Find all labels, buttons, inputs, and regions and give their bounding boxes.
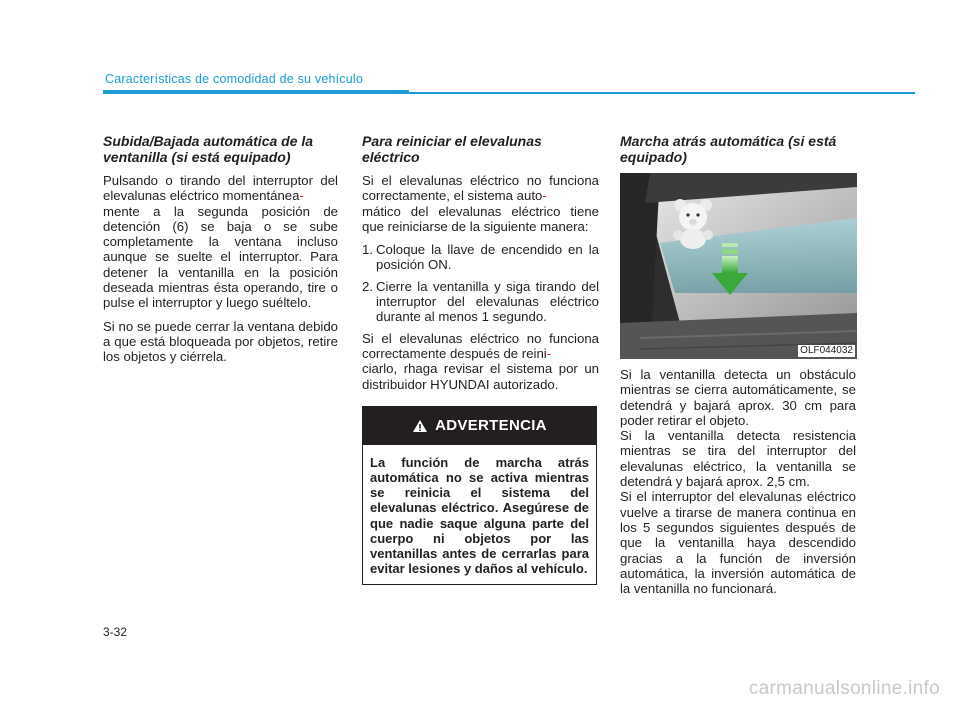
auto-reverse-heading: Marcha atrás automática (si está equipado)	[620, 133, 837, 165]
hyphen-mark: -	[542, 188, 547, 204]
auto-reverse-paragraph-3: Si el interruptor del elevalunas eléctrico vuelve a tirarse de manera continua en los 5 segundos siguientes después de que la ventanilla haya descendido gracias a la función de inversión automática, la inversión automática de la ventanilla no funcionará.	[620, 489, 856, 597]
auto-reverse-paragraph-1: Si la ventanilla detecta un obstáculo mientras se cierra automáticamente, se detendrá y bajará aprox. 30 cm para poder retirar el objeto.	[620, 367, 856, 428]
list-item	[362, 279, 599, 325]
step-number: 1.	[362, 242, 373, 258]
warning-header	[363, 407, 596, 445]
step-text: Cierre la ventanilla y siga tirando del interruptor del elevalunas eléctrico durante al menos 1 segundo.	[376, 278, 599, 325]
list-item	[362, 242, 599, 273]
text-part: mático del elevalunas eléctrico tiene que reiniciarse de la siguiente manera:	[362, 203, 599, 234]
header-rule-thin	[409, 92, 915, 94]
reset-outro	[362, 331, 599, 392]
warning-heading: ADVERTENCIA	[435, 417, 547, 435]
text-part: Pulsando o tirando del interruptor del elevalunas eléctrico momentánea	[103, 173, 338, 204]
column-2	[362, 133, 599, 585]
hyphen-mark: -	[299, 188, 304, 204]
column-3	[620, 133, 856, 604]
text-part: Si el elevalunas eléctrico no funciona correctamente, el sistema auto	[362, 173, 599, 204]
header-rule-thick	[103, 90, 409, 94]
watermark: carmanualsonline.info	[748, 678, 940, 699]
text-part: ciarlo, rhaga revisar el sistema por un distribuidor HYUNDAI autorizado.	[362, 361, 599, 392]
step-number: 2.	[362, 278, 373, 294]
hyphen-mark: -	[546, 345, 552, 361]
reset-steps-list	[362, 242, 599, 324]
image-code: OLF044032	[800, 345, 853, 356]
reset-intro	[362, 173, 599, 234]
auto-up-down-heading: Subida/Bajada automática de la ventanilla (si está equipado)	[103, 133, 314, 165]
text-part: mente a la segunda posición de detención (6) se baja o se sube completamente la ventana incluso aunque se suelte el interruptor. Para detener la ventanilla en la posición deseada mientras ésta operando, tire o pulse el interruptor y luego suéltelo.	[103, 203, 338, 311]
page-number: 3-32	[103, 625, 128, 639]
warning-text: La función de marcha atrás automática no se activa mientras se reinicia el sistema del elevalunas eléctrico. Asegúrese de que nadie saque alguna parte del cuerpo ni objetos por las ventanillas antes de cerrarlas para evitar lesiones y daños al vehículo.	[370, 454, 589, 577]
reset-heading: Para reiniciar el elevalunas eléctrico	[362, 133, 542, 165]
section-header-title: Características de comodidad de su vehículo	[105, 72, 364, 86]
column-1	[103, 133, 338, 373]
auto-up-down-paragraph-1	[103, 173, 338, 311]
warning-box	[362, 406, 597, 586]
step-text: Coloque la llave de encendido en la posición ON.	[376, 242, 599, 273]
auto-up-down-paragraph-2: Si no se puede cerrar la ventana debido a que está bloqueada por objetos, retire los objetos y ciérrela.	[103, 318, 338, 365]
car-window-drawing	[620, 173, 857, 359]
auto-reverse-paragraph-2: Si la ventanilla detecta resistencia mientras se tira del interruptor del elevalunas eléctrico, la ventanilla se detendrá y bajará aprox. 2,5 cm.	[620, 428, 856, 490]
warning-triangle-icon	[412, 419, 428, 433]
text-part: Si el elevalunas eléctrico no funciona correctamente después de reini	[362, 330, 599, 361]
window-obstacle-illustration	[620, 173, 857, 359]
